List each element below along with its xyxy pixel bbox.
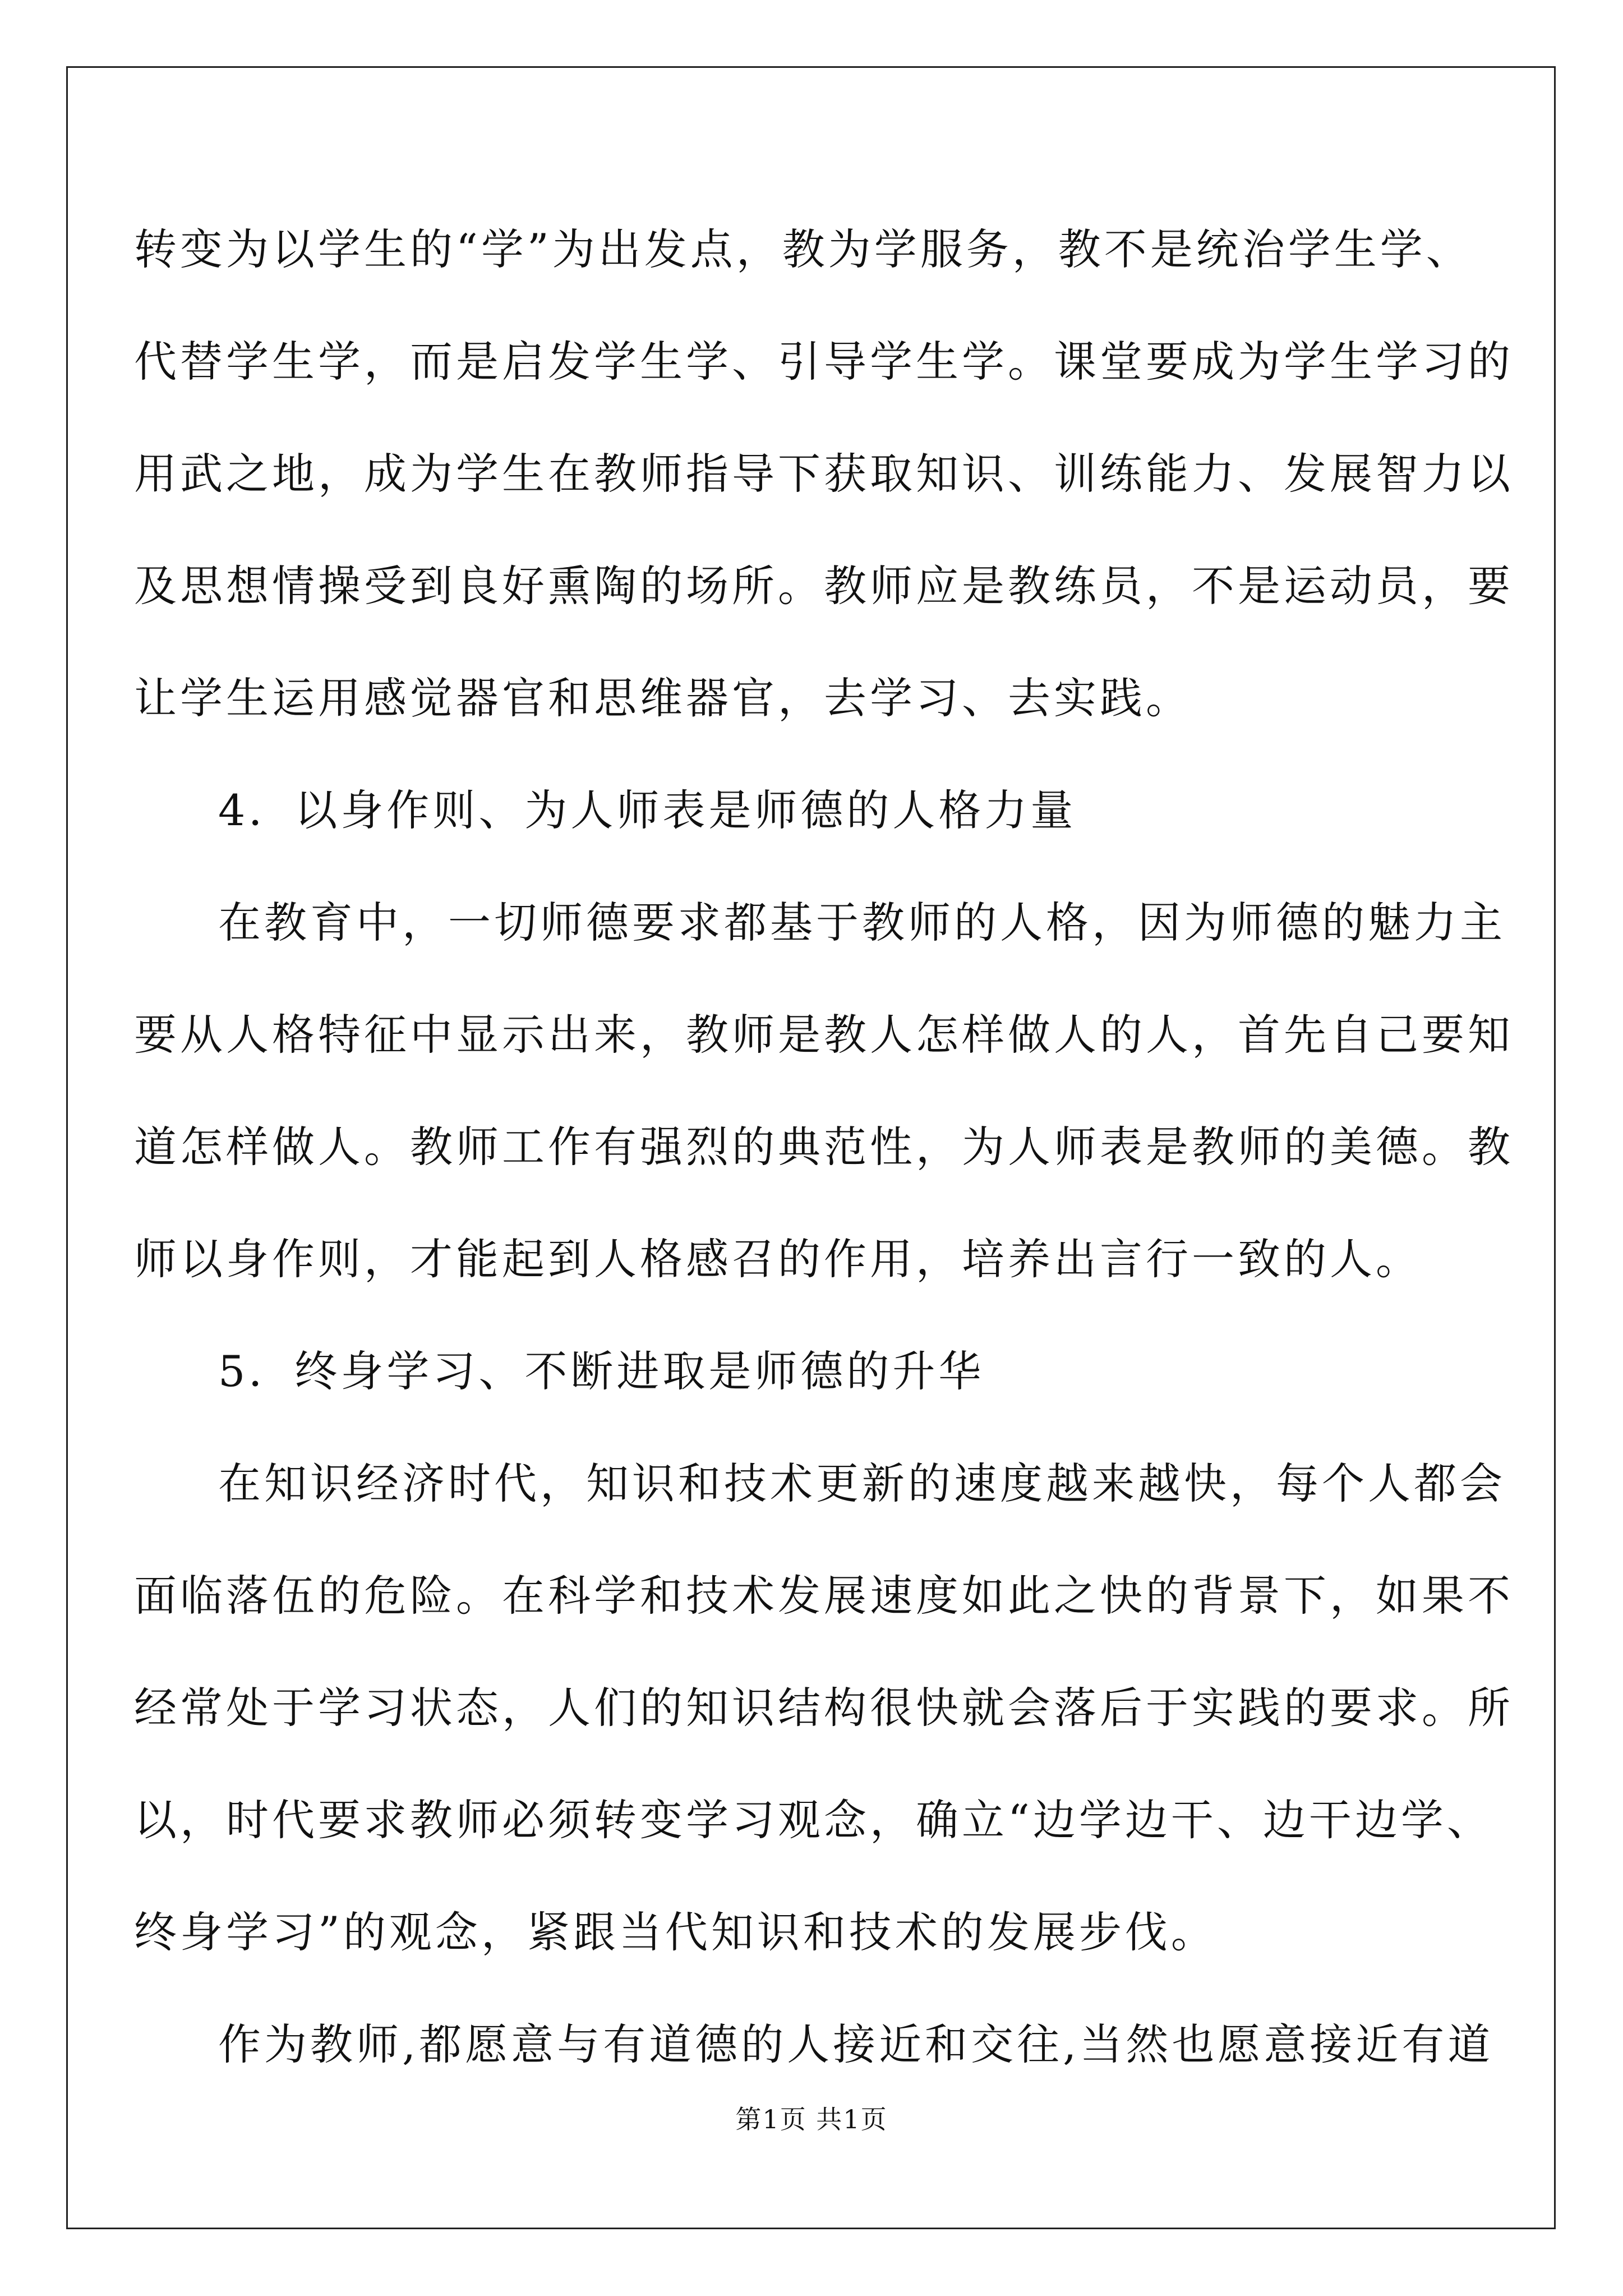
body-line-12: 在知识经济时代，知识和技术更新的速度越来越快，每个人都会 [218, 1458, 1506, 1508]
section-heading-5: 5．终身学习、不断进取是师德的升华 [218, 1346, 985, 1396]
body-line-14: 经常处于学习状态，人们的知识结构很快就会落后于实践的要求。所 [134, 1683, 1514, 1733]
body-line-17: 作为教师,都愿意与有道德的人接近和交往,当然也愿意接近有道 [218, 2019, 1494, 2069]
body-line-16: 终身学习”的观念，紧跟当代知识和技术的发展步伐。 [134, 1907, 1217, 1957]
body-line-15: 以，时代要求教师必须转变学习观念，确立“边学边干、边干边学、 [134, 1795, 1493, 1845]
body-line-4: 及思想情操受到良好熏陶的场所。教师应是教练员，不是运动员，要 [134, 561, 1514, 611]
body-line-9: 道怎样做人。教师工作有强烈的典范性，为人师表是教师的美德。教 [134, 1122, 1514, 1172]
body-line-1: 转变为以学生的“学”为出发点，教为学服务，教不是统治学生学、 [134, 224, 1472, 274]
body-line-10: 师以身作则，才能起到人格感召的作用，培养出言行一致的人。 [134, 1234, 1422, 1284]
document-body [134, 194, 1514, 2101]
body-line-2: 代替学生学，而是启发学生学、引导学生学。课堂要成为学生学习的 [134, 337, 1514, 386]
body-line-13: 面临落伍的危险。在科学和技术发展速度如此之快的背景下，如果不 [134, 1571, 1514, 1621]
page-number-footer: 第1页 共1页 [735, 2104, 888, 2134]
body-line-5: 让学生运用感觉器官和思维器官，去学习、去实践。 [134, 673, 1192, 723]
section-heading-4: 4．以身作则、为人师表是师德的人格力量 [218, 785, 1077, 835]
body-line-7: 在教育中，一切师德要求都基于教师的人格，因为师德的魅力主 [218, 898, 1506, 947]
body-line-3: 用武之地，成为学生在教师指导下获取知识、训练能力、发展智力以 [134, 449, 1514, 499]
body-line-8: 要从人格特征中显示出来，教师是教人怎样做人的人，首先自己要知 [134, 1010, 1514, 1060]
